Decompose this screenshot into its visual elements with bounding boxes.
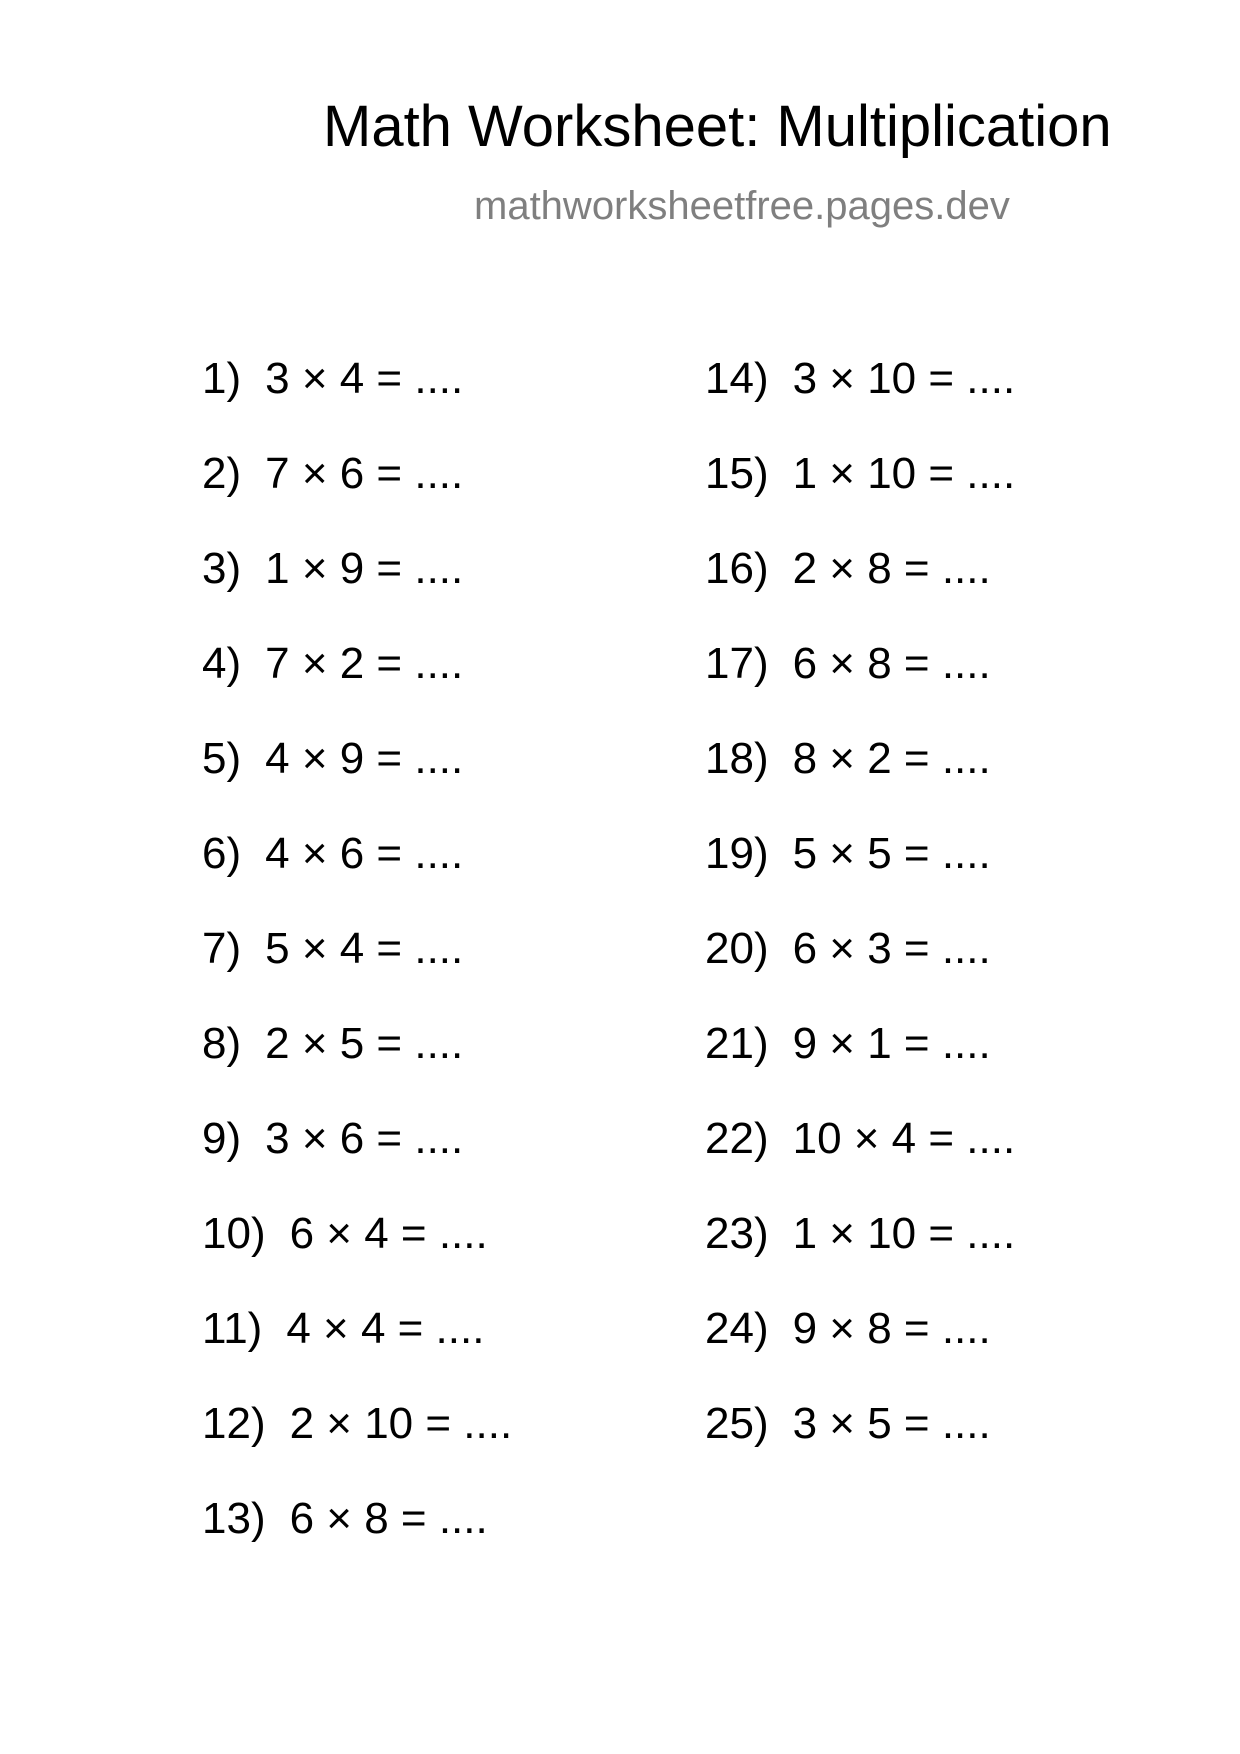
problem-column-right <box>705 354 1016 1497</box>
problem-expression: 4 × 9 = .... <box>265 734 464 783</box>
problem-item <box>202 354 512 452</box>
problem-column-left <box>202 354 513 1592</box>
problem-expression: 1 × 10 = .... <box>792 449 1016 498</box>
problem-expression: 6 × 4 = .... <box>289 1209 488 1258</box>
problem-number: 19) <box>705 829 769 878</box>
problem-expression: 3 × 6 = .... <box>265 1114 464 1163</box>
problem-number: 17) <box>705 639 769 688</box>
problem-number: 4) <box>202 639 242 688</box>
problem-number: 1) <box>202 354 242 403</box>
problem-item <box>705 1019 1015 1117</box>
problem-number: 18) <box>705 734 769 783</box>
problem-expression: 8 × 2 = .... <box>792 734 991 783</box>
problem-number: 20) <box>705 924 769 973</box>
problem-expression: 6 × 8 = .... <box>289 1494 488 1543</box>
problem-item <box>202 639 512 737</box>
problem-number: 25) <box>705 1399 769 1448</box>
problem-item <box>705 544 1015 642</box>
problem-expression: 7 × 2 = .... <box>265 639 464 688</box>
problem-expression: 3 × 4 = .... <box>265 354 464 403</box>
problem-item <box>202 544 512 642</box>
problem-number: 9) <box>202 1114 242 1163</box>
problem-expression: 1 × 9 = .... <box>265 544 464 593</box>
problem-expression: 9 × 1 = .... <box>792 1019 991 1068</box>
problem-item <box>202 1209 512 1307</box>
problem-number: 15) <box>705 449 769 498</box>
problem-expression: 4 × 6 = .... <box>265 829 464 878</box>
problem-expression: 10 × 4 = .... <box>792 1114 1016 1163</box>
problem-expression: 2 × 8 = .... <box>792 544 991 593</box>
problem-number: 23) <box>705 1209 769 1258</box>
problem-expression: 4 × 4 = .... <box>286 1304 485 1353</box>
problem-item <box>202 1494 512 1592</box>
problem-item <box>202 449 512 547</box>
problem-expression: 5 × 5 = .... <box>792 829 991 878</box>
problem-item <box>202 1399 513 1497</box>
problem-number: 11) <box>202 1304 263 1353</box>
problem-expression: 3 × 5 = .... <box>792 1399 991 1448</box>
problem-item <box>705 639 1015 737</box>
problem-expression: 9 × 8 = .... <box>792 1304 991 1353</box>
problem-number: 8) <box>202 1019 242 1068</box>
problem-number: 14) <box>705 354 769 403</box>
problem-expression: 5 × 4 = .... <box>265 924 464 973</box>
problem-item <box>705 354 1016 452</box>
problem-number: 22) <box>705 1114 769 1163</box>
problem-item <box>202 1114 512 1212</box>
problem-expression: 2 × 5 = .... <box>265 1019 464 1068</box>
problem-number: 12) <box>202 1399 266 1448</box>
problem-number: 3) <box>202 544 242 593</box>
problem-item <box>202 829 512 927</box>
problem-expression: 1 × 10 = .... <box>792 1209 1016 1258</box>
problem-item <box>705 1209 1016 1307</box>
problem-expression: 7 × 6 = .... <box>265 449 464 498</box>
problem-item <box>705 924 1015 1022</box>
problem-expression: 2 × 10 = .... <box>289 1399 513 1448</box>
problem-item <box>202 924 512 1022</box>
problem-item <box>705 734 1015 832</box>
problem-item <box>202 1019 512 1117</box>
problem-number: 13) <box>202 1494 266 1543</box>
problem-number: 2) <box>202 449 242 498</box>
problem-item <box>705 829 1015 927</box>
problem-expression: 3 × 10 = .... <box>792 354 1016 403</box>
problem-item <box>705 449 1016 547</box>
problem-number: 21) <box>705 1019 769 1068</box>
problem-expression: 6 × 3 = .... <box>792 924 991 973</box>
problem-number: 7) <box>202 924 242 973</box>
problem-item <box>705 1304 1015 1402</box>
problem-number: 16) <box>705 544 769 593</box>
problem-item <box>202 734 512 832</box>
problem-number: 6) <box>202 829 242 878</box>
problem-number: 5) <box>202 734 242 783</box>
problem-item <box>705 1114 1016 1212</box>
problem-item <box>202 1304 512 1402</box>
problem-item <box>705 1399 1015 1497</box>
website-url: mathworksheetfree.pages.dev <box>474 184 1010 228</box>
problem-number: 10) <box>202 1209 266 1258</box>
problem-number: 24) <box>705 1304 769 1353</box>
problem-expression: 6 × 8 = .... <box>792 639 991 688</box>
worksheet-title: Math Worksheet: Multiplication <box>323 94 1112 159</box>
